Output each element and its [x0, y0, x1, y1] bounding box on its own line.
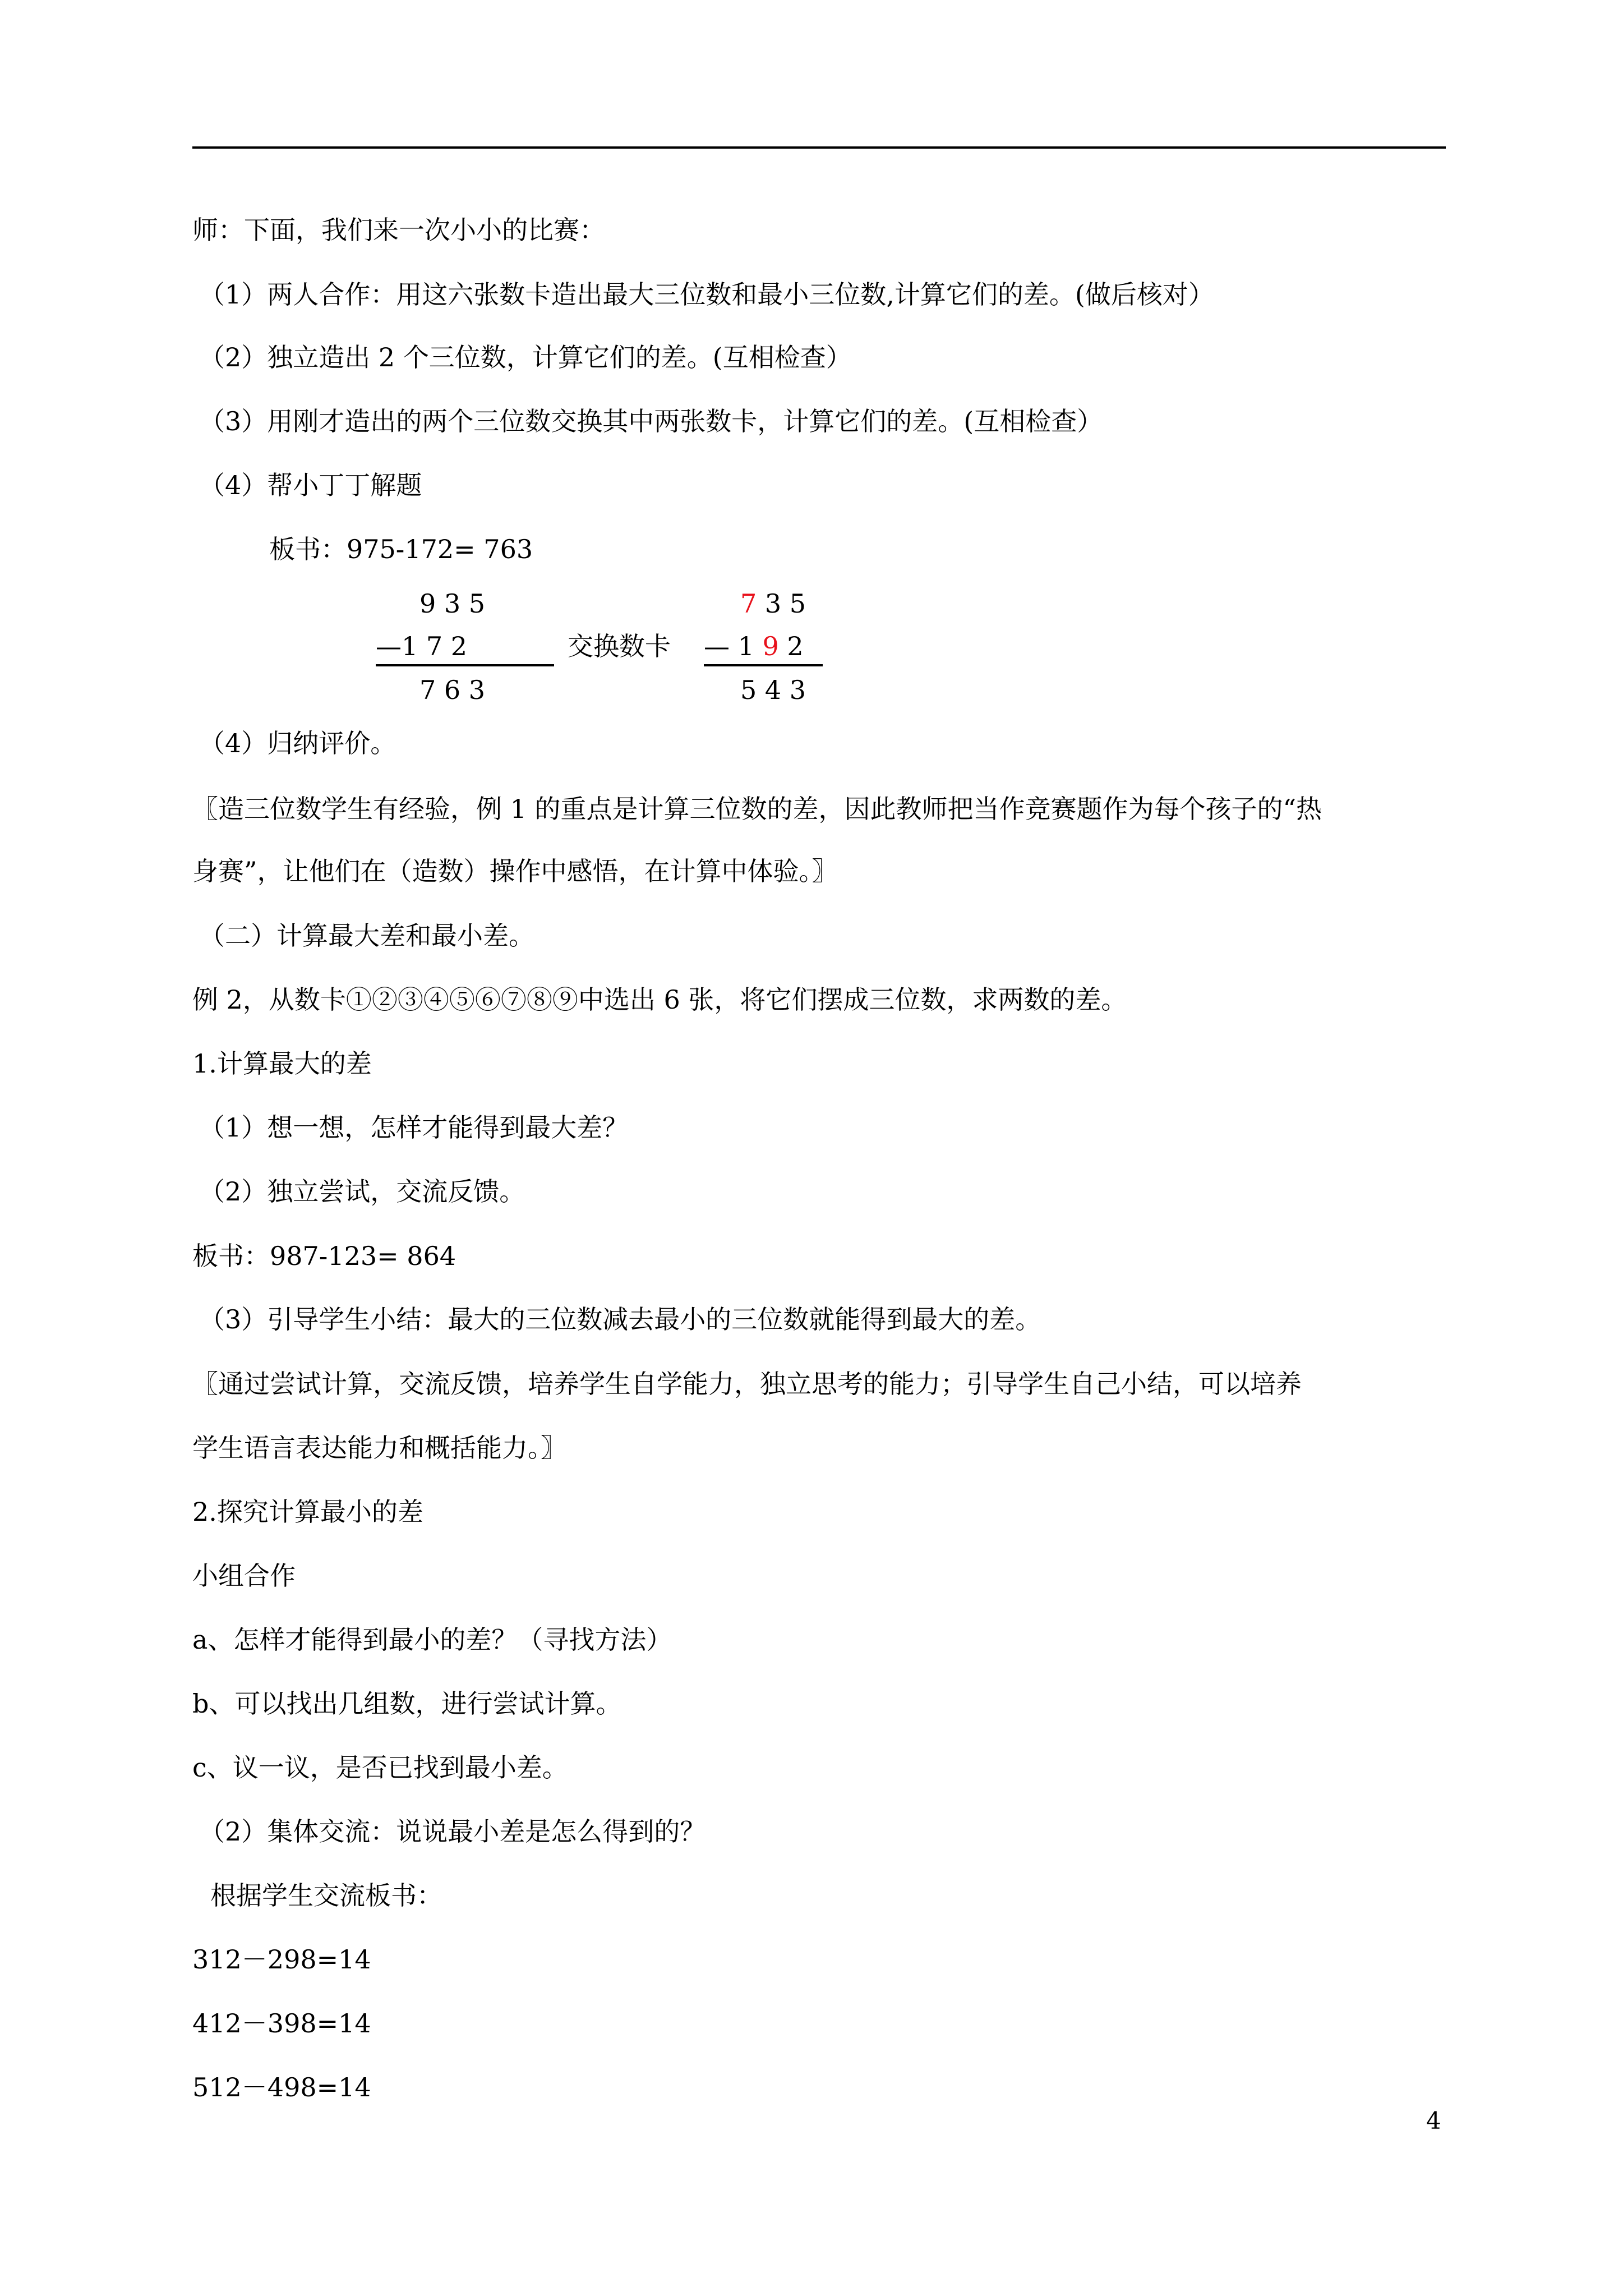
calc-left-mid: —1 7 2 — [376, 631, 468, 661]
text-line: 小组合作 — [192, 1561, 296, 1591]
calc-right-mid-rest: 2 — [787, 631, 804, 661]
text-line: b、可以找出几组数，进行尝试计算。 — [192, 1688, 622, 1719]
equation-line: 312－298=14 — [192, 1944, 371, 1975]
text-line: 2.探究计算最小的差 — [192, 1497, 423, 1527]
text-line: （3）用刚才造出的两个三位数交换其中两张数卡，计算它们的差。(互相检查） — [199, 406, 1103, 436]
text-line: （1）想一想，怎样才能得到最大差？ — [199, 1112, 629, 1143]
header-rule — [192, 146, 1446, 149]
calc-right-mid — [704, 629, 804, 663]
calc-left-top: 9 3 5 — [419, 588, 486, 619]
text-line: （1）两人合作：用这六张数卡造出最大三位数和最小三位数,计算它们的差。(做后核对） — [199, 279, 1214, 310]
equation-line: 512－498=14 — [192, 2072, 371, 2102]
text-line: （4）帮小丁丁解题 — [199, 470, 422, 500]
text-line: 〖通过尝试计算，交流反馈，培养学生自学能力，独立思考的能力；引导学生自己小结，可以培养 — [192, 1369, 1302, 1399]
page-number: 4 — [1426, 2107, 1441, 2134]
text-line: （4）归纳评价。 — [199, 728, 396, 758]
equation-line: 412－398=14 — [192, 2008, 371, 2039]
calc-right-top — [740, 587, 806, 620]
text-line: 身赛”，让他们在（造数）操作中感悟，在计算中体验。〗 — [192, 856, 838, 886]
board-text: 板书：975-172= 763 — [269, 534, 533, 564]
text-line: （2）独立造出 2 个三位数，计算它们的差。(互相检查） — [199, 342, 852, 372]
calc-right-underline — [704, 664, 823, 666]
text-line: （2）集体交流：说说最小差是怎么得到的？ — [199, 1816, 706, 1847]
text-line: 例 2，从数卡①②③④⑤⑥⑦⑧⑨中选出 6 张，将它们摆成三位数，求两数的差。 — [192, 984, 1127, 1015]
text-line: 学生语言表达能力和概括能力。〗 — [192, 1433, 566, 1463]
calc-right-top-red: 7 — [740, 588, 757, 619]
calc-left-bottom: 7 6 3 — [419, 675, 486, 705]
text-line: c、议一议，是否已找到最小差。 — [192, 1752, 568, 1783]
exchange-label: 交换数卡 — [568, 631, 671, 661]
calc-right-bottom: 5 4 3 — [740, 675, 806, 705]
board-text: 板书：987-123= 864 — [192, 1241, 457, 1271]
text-line: （3）引导学生小结：最大的三位数减去最小的三位数就能得到最大的差。 — [199, 1304, 1041, 1335]
calc-left-underline — [376, 664, 554, 666]
calc-right-mid-red: 9 — [762, 631, 779, 661]
text-line: （二）计算最大差和最小差。 — [199, 921, 534, 951]
calc-right-mid-prefix: — 1 — [704, 631, 754, 661]
text-line: a、怎样才能得到最小的差？（寻找方法） — [192, 1625, 672, 1655]
text-line: 根据学生交流板书： — [210, 1880, 442, 1911]
text-line: 师：下面，我们来一次小小的比赛： — [192, 215, 605, 245]
calc-right-top-rest: 3 5 — [764, 588, 806, 619]
text-line: 〖造三位数学生有经验，例 1 的重点是计算三位数的差，因此教师把当作竞赛题作为每个孩子的“热 — [192, 794, 1322, 824]
text-line: （2）独立尝试，交流反馈。 — [199, 1176, 525, 1207]
text-line: 1.计算最大的差 — [192, 1048, 372, 1079]
